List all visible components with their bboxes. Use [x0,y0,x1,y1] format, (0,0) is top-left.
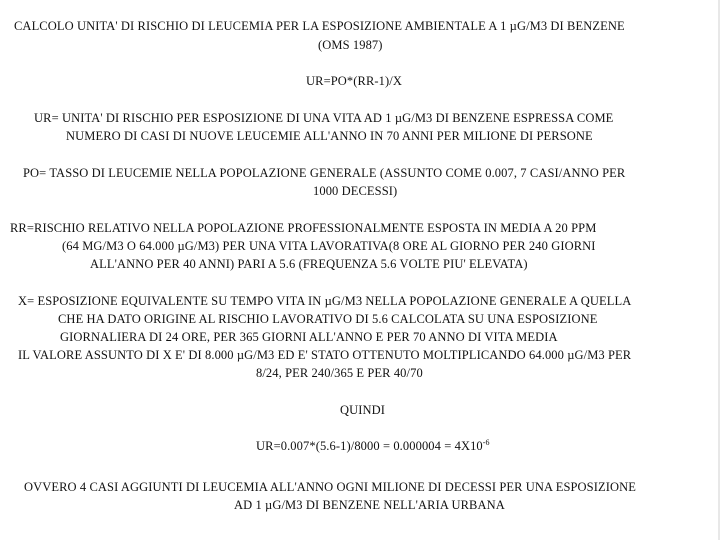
result-text: UR=0.007*(5.6-1)/8000 = 0.000004 = 4X10 [256,439,483,453]
conclusion-line-1: OVVERO 4 CASI AGGIUNTI DI LEUCEMIA ALL'ANNO OGNI MILIONE DI DECESSI PER UNA ESPOSIZIONE [24,480,636,494]
x-definition-line-4: IL VALORE ASSUNTO DI X E' DI 8.000 µG/M3 ED E' STATO OTTENUTO MOLTIPLICANDO 64.000 µG/M3 PER [18,348,632,362]
x-definition-line-1: X= ESPOSIZIONE EQUIVALENTE SU TEMPO VITA IN µG/M3 NELLA POPOLAZIONE GENERALE A QUELLA [18,294,632,308]
x-definition-line-5: 8/24, PER 240/365 E PER 40/70 [256,366,423,380]
x-definition-line-2: CHE HA DATO ORIGINE AL RISCHIO LAVORATIVO DI 5.6 CALCOLATA SU UNA ESPOSIZIONE [58,312,598,326]
quindi-label: QUINDI [340,403,386,417]
ur-definition-line-1: UR= UNITA' DI RISCHIO PER ESPOSIZIONE DI UNA VITA AD 1 µG/M3 DI BENZENE ESPRESSA COME [34,111,614,125]
formula: UR=PO*(RR-1)/X [306,74,402,88]
rr-definition-line-1: RR=RISCHIO RELATIVO NELLA POPOLAZIONE PROFESSIONALMENTE ESPOSTA IN MEDIA A 20 PPM [10,221,597,235]
po-definition-line-2: 1000 DECESSI) [313,184,398,198]
po-definition-line-1: PO= TASSO DI LEUCEMIE NELLA POPOLAZIONE GENERALE (ASSUNTO COME 0.007, 7 CASI/ANNO PER [23,166,626,180]
title-line-2: (OMS 1987) [318,38,383,52]
rr-definition-line-3: ALL'ANNO PER 40 ANNI) PARI A 5.6 (FREQUENZA 5.6 VOLTE PIU' ELEVATA) [90,257,528,271]
rr-definition-line-2: (64 MG/M3 O 64.000 µG/M3) PER UNA VITA LAVORATIVA(8 ORE AL GIORNO PER 240 GIORNI [62,239,596,253]
x-definition-line-3: GIORNALIERA DI 24 ORE, PER 365 GIORNI ALL'ANNO E PER 70 ANNO DI VITA MEDIA [60,330,558,344]
ur-definition-line-2: NUMERO DI CASI DI NUOVE LEUCEMIE ALL'ANNO IN 70 ANNI PER MILIONE DI PERSONE [66,129,593,143]
result-exponent: -6 [482,438,490,447]
result-formula [256,438,490,454]
conclusion-line-2: AD 1 µG/M3 DI BENZENE NELL'ARIA URBANA [234,498,505,512]
title-line-1: CALCOLO UNITA' DI RISCHIO DI LEUCEMIA PER LA ESPOSIZIONE AMBIENTALE A 1 µG/M3 DI BENZENE [14,19,625,33]
